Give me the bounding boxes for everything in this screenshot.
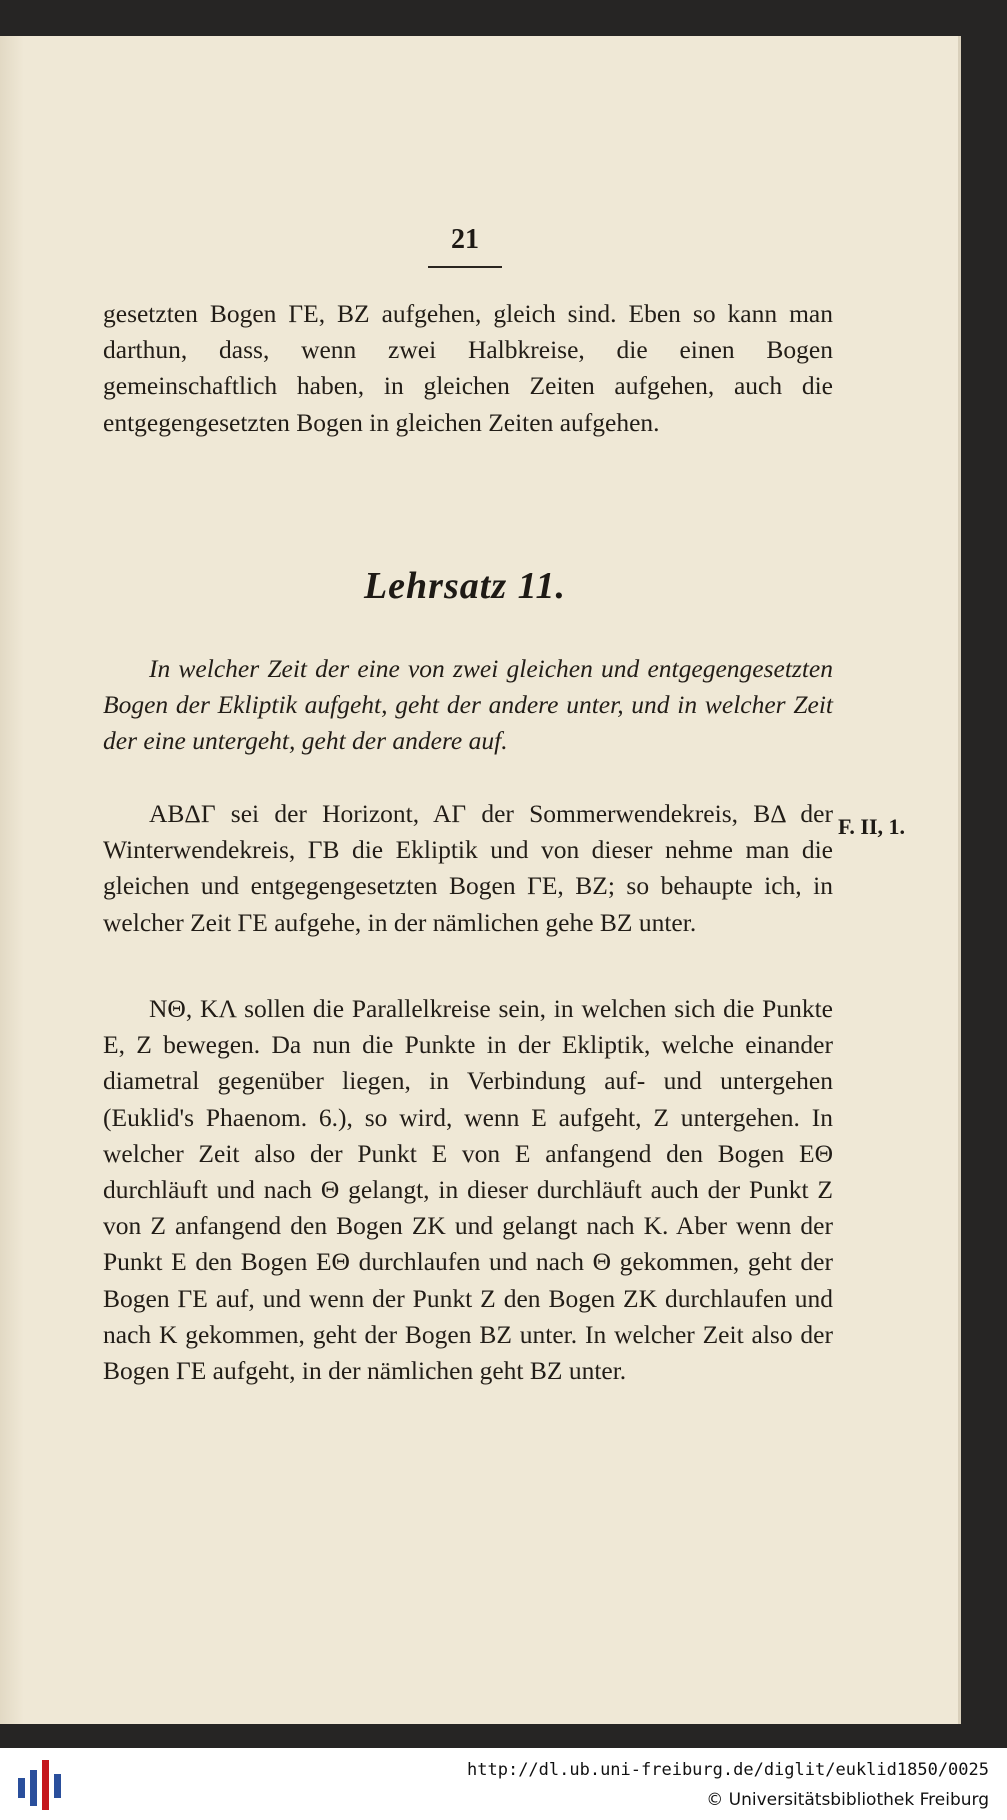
paragraph-text: gesetzten Bogen ΓE, BZ aufgehen, gleich sind. Eben so kann man darthun, dass, wenn zwei Halbkreise, die einen Bogen gemeinschaftlich haben, in gleichen Zeiten aufgehen, auch die entgegengesetzten Bogen in gleichen Zeiten aufgehen. [103, 299, 833, 437]
proof-text-2: NΘ, KΛ sollen die Parallelkreise sein, in welchen sich die Punkte E, Z bewegen. Da nun die Punkte in der Ekliptik, welche einander diametral gegenüber liegen, in Verbindung auf- und untergehen (Euklid's Phaenom. 6.), so wird, wenn E aufgeht, Z untergehen. In welcher Zeit also der Punkt E von E anfangend den Bogen EΘ durchläuft und nach Θ gelangt, in dieser durchläuft auch der Punkt Z von Z anfangend den Bogen ZK und gelangt nach K. Aber wenn der Punkt E den Bogen EΘ durchlaufen und nach Θ gekommen, geht der Bogen ΓE auf, und wenn der Punkt Z den Bogen ZK durchlaufen und nach K gekommen, geht der Bogen BZ unter. In welcher Zeit also der Bogen ΓE aufgeht, in der nämlichen geht BZ unter. [103, 994, 833, 1386]
page-gutter-shadow [0, 36, 24, 1724]
book-page [0, 36, 961, 1724]
library-logo-icon [14, 1756, 70, 1812]
permalink-url[interactable]: http://dl.ub.uni-freiburg.de/diglit/euklid1850/0025 [467, 1760, 989, 1780]
proof-paragraph-1 [103, 796, 833, 941]
figure-reference: F. II, 1. [838, 814, 906, 839]
viewer-footer [0, 1748, 1007, 1820]
proof-paragraph-2 [103, 991, 833, 1389]
copyright-notice: © Universitätsbibliothek Freiburg [706, 1790, 989, 1810]
theorem-statement [103, 651, 833, 760]
proof-text-1: ABΔΓ sei der Horizont, AΓ der Sommerwendekreis, BΔ der Winterwendekreis, ΓB die Ekliptik und von dieser nehme man die gleichen und entgegengesetzten Bogen ΓE, BZ; so behaupte ich, in welcher Zeit ΓE aufgehe, in der nämlichen gehe BZ unter. [103, 799, 833, 937]
page-number: 21 [451, 224, 479, 255]
theorem-heading: Lehrsatz 11. [363, 565, 567, 607]
page-number-rule [428, 266, 502, 268]
theorem-text: In welcher Zeit der eine von zwei gleichen und entgegengesetzten Bogen der Ekliptik aufgeht, geht der andere unter, und in welcher Zeit der eine untergeht, geht der andere auf. [103, 654, 833, 756]
paragraph-continuation [103, 296, 833, 441]
